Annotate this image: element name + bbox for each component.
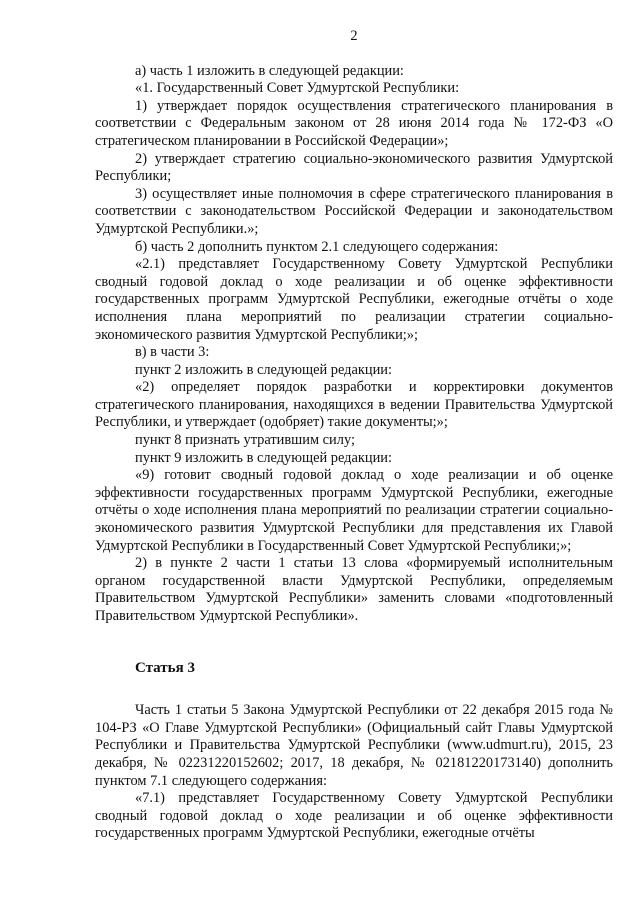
paragraph: 2) в пункте 2 части 1 статьи 13 слова «формируемый исполнительным органом государственной власти Удмуртской Республики, определяемым Правительством Удмуртской Республики» заменить словами «подготовленный Правительством Удмуртской Республики». bbox=[95, 555, 613, 624]
paragraph: Часть 1 статьи 5 Закона Удмуртской Республики от 22 декабря 2015 года № 104-РЗ «О Главе Удмуртской Республики» (Официальный сайт Главы Удмуртской Республики и Правительства Удмуртской Республики (www.udmurt.ru), 2015, 23 декабря, № 02231220152602; 2017, 18 декабря, № 02181220173140) дополнить пунктом 7.1 следующего содержания: bbox=[95, 702, 613, 789]
article-3-block bbox=[95, 702, 613, 843]
paragraph: 1) утверждает порядок осуществления стратегического планирования в соответствии с Федеральным законом от 28 июня 2014 года № 172-ФЗ «О стратегическом планировании в Российской Федерации»; bbox=[95, 97, 613, 149]
paragraph: «2.1) представляет Государственному Совету Удмуртской Республики сводный годовой доклад о ходе реализации и об оценке эффективности государственных программ Удмуртской Республики, ежегодные отчёты о ходе исполнения плана мероприятий по реализации стратегии социально-экономического развития Удмуртской Республики;»; bbox=[95, 256, 613, 343]
paragraph: пункт 2 изложить в следующей редакции: bbox=[135, 361, 392, 378]
paragraph: 2) утверждает стратегию социально-экономического развития Удмуртской Республики; bbox=[95, 150, 613, 185]
paragraph: пункт 9 изложить в следующей редакции: bbox=[135, 449, 392, 466]
paragraph: «1. Государственный Совет Удмуртской Республики: bbox=[135, 80, 460, 97]
paragraph: «7.1) представляет Государственному Совету Удмуртской Республики сводный годовой доклад о ходе реализации и об оценке эффективности государственных программ Удмуртской Республики, ежегодные отчёты bbox=[95, 790, 613, 842]
paragraph: 3) осуществляет иные полномочия в сфере стратегического планирования в соответствии с законодательством Российской Федерации и законодательством Удмуртской Республики.»; bbox=[95, 185, 613, 237]
article-heading: Статья 3 bbox=[135, 659, 195, 676]
paragraph: «9) готовит сводный годовой доклад о ходе реализации и об оценке эффективности государственных программ Удмуртской Республики, ежегодные отчёты о ходе исполнения плана мероприятий по реализации стратегии социально-экономического развития Удмуртской Республики для представления их Главой Удмуртской Республики в Государственный Совет Удмуртской Республики;»; bbox=[95, 467, 613, 554]
paragraph: «2) определяет порядок разработки и корректировки документов стратегического планирования, находящихся в ведении Правительства Удмуртской Республики, и утверждает (одобряет) такие документы;»; bbox=[95, 379, 613, 431]
page-number: 2 bbox=[350, 28, 358, 44]
paragraph: б) часть 2 дополнить пунктом 2.1 следующего содержания: bbox=[135, 238, 499, 255]
amendments-block bbox=[95, 63, 613, 626]
document-page bbox=[95, 28, 613, 843]
paragraph: в) в части 3: bbox=[135, 344, 210, 361]
paragraph: а) часть 1 изложить в следующей редакции: bbox=[135, 62, 404, 79]
paragraph: пункт 8 признать утратившим силу; bbox=[135, 432, 355, 449]
